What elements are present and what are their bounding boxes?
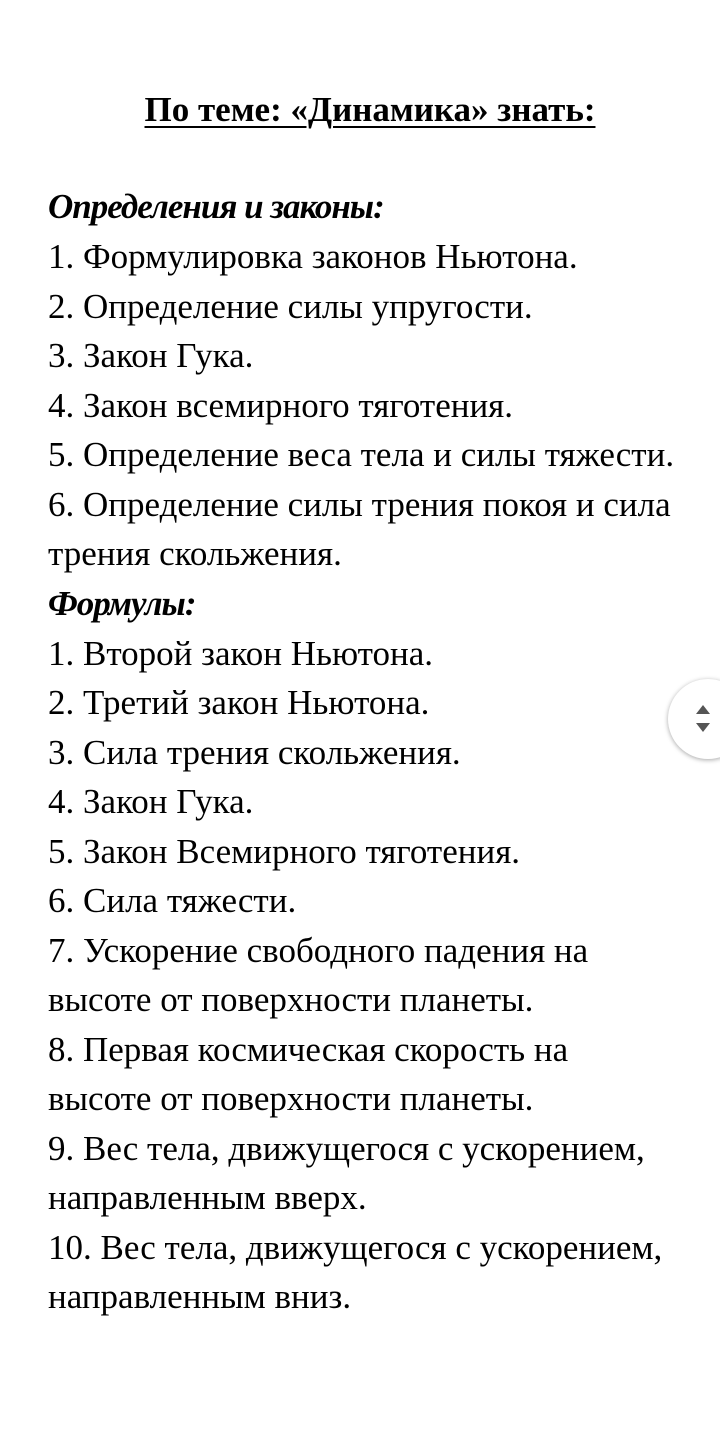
definition-item: 1. Формулировка законов Ньютона.: [48, 237, 578, 276]
formula-item: 6. Сила тяжести.: [48, 881, 297, 920]
definitions-list: [48, 232, 678, 579]
formula-item: 3. Сила трения скольжения.: [48, 732, 461, 772]
document-page: [48, 82, 678, 1322]
definition-item: 2. Определение силы упругости.: [48, 286, 533, 326]
formula-item: 10. Вес тела, движущегося с ускорением, направленным вниз.: [48, 1227, 663, 1316]
formula-item: 5. Закон Всемирного тяготения.: [48, 831, 521, 871]
definition-item: 3. Закон Гука.: [48, 336, 254, 375]
page-title: По теме: «Динамика» знать:: [144, 90, 596, 129]
definition-item: 5. Определение веса тела и силы тяжести.: [48, 435, 675, 474]
formula-item: 1. Второй закон Ньютона.: [48, 633, 433, 673]
formulas-heading: Формулы:: [48, 583, 196, 623]
definition-item: 6. Определение силы трения покоя и сила трения скольжения.: [48, 484, 671, 573]
formulas-list: [48, 629, 678, 1322]
definition-item: 4. Закон всемирного тяготения.: [48, 385, 514, 425]
formula-item: 2. Третий закон Ньютона.: [48, 683, 430, 722]
triangle-down-icon[interactable]: [696, 723, 710, 732]
formula-item: 4. Закон Гука.: [48, 782, 254, 821]
formula-item: 9. Вес тела, движущегося с ускорением, направленным вверх.: [48, 1128, 645, 1217]
definitions-heading: Определения и законы:: [48, 187, 384, 226]
formula-item: 7. Ускорение свободного падения на высоте от поверхности планеты.: [48, 930, 589, 1019]
triangle-up-icon[interactable]: [696, 705, 710, 714]
formula-item: 8. Первая космическая скорость на высоте от поверхности планеты.: [48, 1029, 569, 1118]
